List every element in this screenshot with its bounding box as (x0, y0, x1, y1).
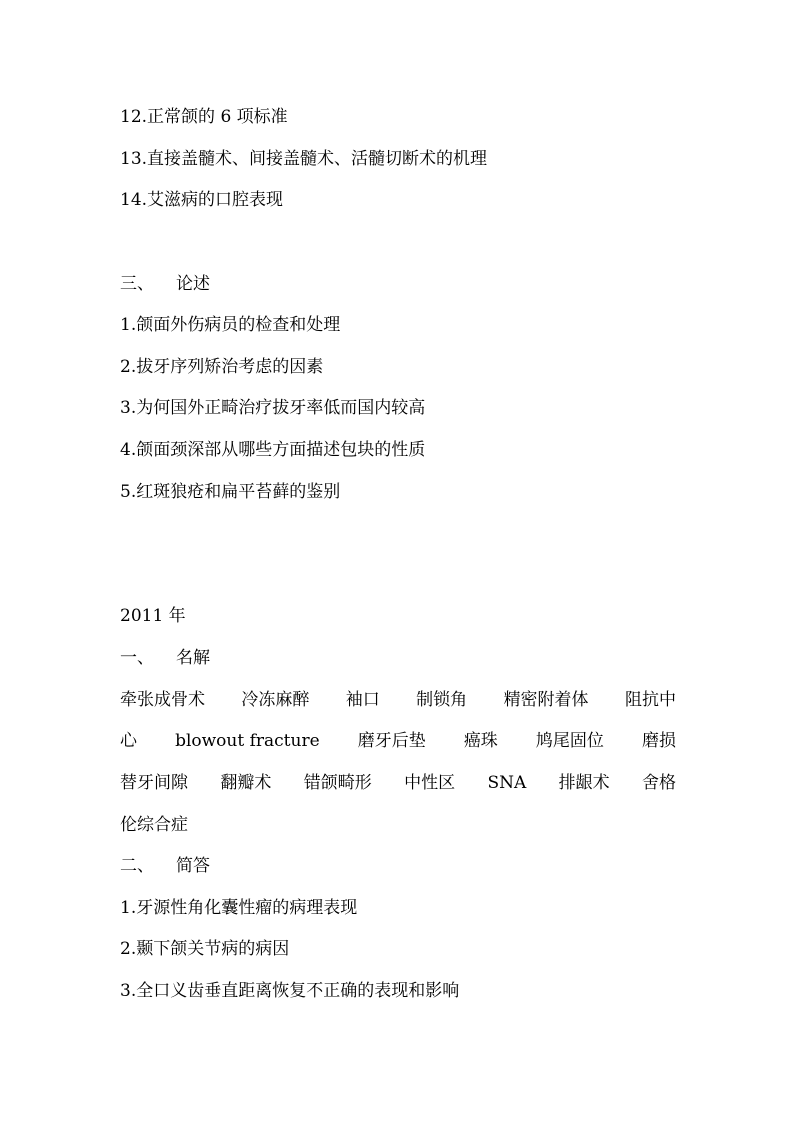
term: 冷冻麻醉 (241, 690, 310, 710)
term: 制锁角 (416, 690, 468, 710)
section-number: 二、 (120, 856, 154, 876)
term: 癌珠 (463, 731, 498, 751)
list-item: 14.艾滋病的口腔表现 (120, 190, 284, 210)
terms-line (120, 731, 676, 751)
term: 排龈术 (558, 773, 610, 793)
term: 伦综合症 (120, 815, 188, 835)
section-title: 名解 (176, 648, 210, 668)
list-item: 1.牙源性角化囊性瘤的病理表现 (120, 898, 358, 918)
section-heading-terms (120, 648, 210, 668)
term: SNA (487, 773, 527, 793)
term: 阻抗中 (624, 690, 676, 710)
term: blowout fracture (175, 731, 320, 751)
term: 磨牙后垫 (357, 731, 426, 751)
term: 袖口 (345, 690, 380, 710)
list-item: 5.红斑狼疮和扁平苔藓的鉴别 (120, 482, 341, 502)
term: 替牙间隙 (120, 773, 188, 793)
term: 磨损 (641, 731, 676, 751)
year-heading: 2011 年 (120, 606, 186, 626)
section-number: 一、 (120, 648, 154, 668)
term: 中性区 (404, 773, 456, 793)
list-item: 2.颞下颌关节病的病因 (120, 939, 290, 959)
list-item: 2.拔牙序列矫治考虑的因素 (120, 357, 324, 377)
list-item: 3.全口义齿垂直距离恢复不正确的表现和影响 (120, 981, 460, 1001)
section-number: 三、 (120, 274, 154, 294)
section-title: 简答 (176, 856, 210, 876)
term: 翻瓣术 (220, 773, 272, 793)
section-heading-short (120, 856, 210, 876)
list-item: 4.颌面颈深部从哪些方面描述包块的性质 (120, 440, 426, 460)
terms-line (120, 773, 676, 793)
term: 心 (120, 731, 137, 751)
list-item: 1.颌面外伤病员的检查和处理 (120, 315, 341, 335)
term: 牵张成骨术 (120, 690, 205, 710)
section-heading-essay (120, 274, 210, 294)
list-item: 3.为何国外正畸治疗拔牙率低而国内较高 (120, 398, 426, 418)
term: 精密附着体 (503, 690, 589, 710)
term: 鸠尾固位 (535, 731, 604, 751)
list-item: 12.正常颌的 6 项标准 (120, 107, 288, 127)
term: 错颌畸形 (303, 773, 372, 793)
section-title: 论述 (176, 274, 210, 294)
terms-line (120, 690, 676, 710)
term: 舍格 (641, 773, 676, 793)
list-item: 13.直接盖髓术、间接盖髓术、活髓切断术的机理 (120, 149, 488, 169)
